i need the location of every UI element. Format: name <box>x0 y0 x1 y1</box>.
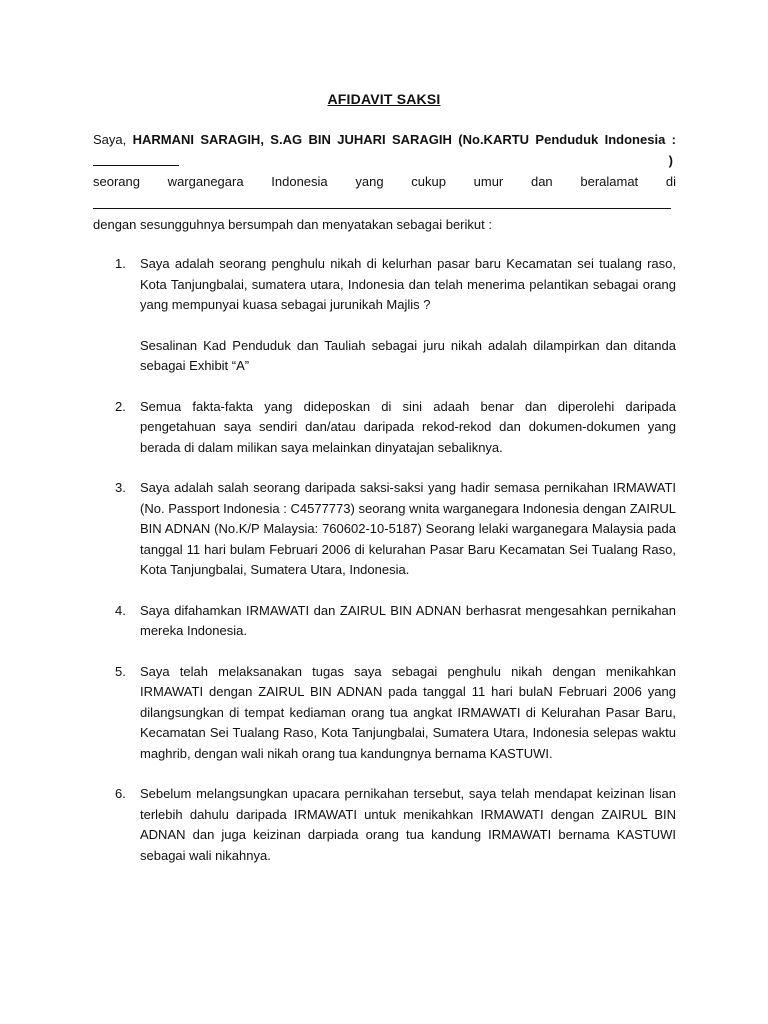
address-blank <box>93 192 671 209</box>
intro-line-5: dengan sesungguhnya bersumpah dan menyatakan sebagai berikut : <box>93 217 492 232</box>
item-number: 1. <box>115 256 126 271</box>
item-text: Sebelum melangsungkan upacara pernikahan tersebut, saya telah mendapat keizinan lisan terlebih dahulu daripada IRMAWATI untuk menikahkan IRMAWATI dengan ZAIRUL BIN ADNAN dan juga keizinan darpiada orang tua kandung IRMAWATI bernama KASTUWI sebagai wali nikahnya. <box>140 786 676 863</box>
item-number: 6. <box>115 786 126 801</box>
item-text: Semua fakta-fakta yang dideposkan di sini adaah benar dan diperolehi daripada pengetahuan saya sendiri dan/atau daripada rekod-rekod dan dokumen-dokumen yang berada di dalam milikan saya melainkan dinyatajan sebaliknya. <box>140 398 676 455</box>
intro-block <box>93 130 676 236</box>
list-item <box>93 397 676 459</box>
list-item <box>93 254 676 377</box>
item-text: Saya adalah salah seorang daripada saksi-saksi yang hadir semasa pernikahan IRMAWATI (No. Passport Indonesia : C4577773) seorang wnita warganegara Indonesia dengan ZAIRUL BIN ADNAN (No.K/P Malaysia: 760602-10-5187) Seorang lelaki warganegara Malaysia pada tanggal 11 hari bulam Februari 2006 di kelurahan Pasar Baru Kecamatan Sei Tualang Raso, Kota Tanjungbalai, Sumatera Utara, Indonesia. <box>140 480 676 577</box>
item-number: 2. <box>115 398 126 414</box>
item-text: Saya telah melaksanakan tugas saya sebagai penghulu nikah dengan menikahkan IRMAWATI dengan ZAIRUL BIN ADNAN pada tanggal 11 hari bulaN Februari 2006 yang dilangsungkan di tempat kediaman orang tua angkat IRMAWATI di Kelurahan Pasar Baru, Kecamatan Sei Tualang Raso, Kota Tanjungbalai, Sumatera Utara, Indonesia selepas waktu maghrib, dengan wali nikah orang tua kandungnya bernama KASTUWI. <box>140 663 676 761</box>
id-number-blank <box>93 151 179 166</box>
item-text: Saya difahamkan IRMAWATI dan ZAIRUL BIN ADNAN berhasrat mengesahkan pernikahan mereka Indonesia. <box>140 602 676 638</box>
list-item <box>93 784 676 866</box>
item-text: Saya adalah seorang penghulu nikah di kelurhan pasar baru Kecamatan sei tualang raso, Kota Tanjungbalai, sumatera utara, Indonesia dan telah menerima pelantikan sebagai orang yang mempunyai kuasa sebagai jurunikah Majlis ? <box>140 256 676 312</box>
document-title: AFIDAVIT SAKSI <box>327 91 441 107</box>
item-number: 5. <box>115 663 126 679</box>
address-row <box>93 192 676 213</box>
item-number: 4. <box>115 602 126 618</box>
list-item <box>93 662 676 765</box>
intro-saya-prefix: Saya, <box>93 132 133 147</box>
deponent-name: HARMANI SARAGIH, S.AG BIN JUHARI SARAGIH (No.KARTU Penduduk Indonesia : <box>132 132 676 147</box>
item-number: 3. <box>115 480 126 495</box>
statement-list <box>93 254 676 866</box>
intro-line-1 <box>93 130 676 151</box>
list-item <box>93 601 676 642</box>
item-subtext: Sesalinan Kad Penduduk dan Tauliah sebagai juru nikah adalah dilampirkan dan ditanda sebagai Exhibit “A” <box>140 337 676 373</box>
id-number-row <box>93 151 676 172</box>
list-item <box>93 478 676 581</box>
closing-parenthesis: ) <box>668 152 673 168</box>
intro-line-3: seorang warganegara Indonesia yang cukup umur dan beralamat di <box>93 173 676 189</box>
